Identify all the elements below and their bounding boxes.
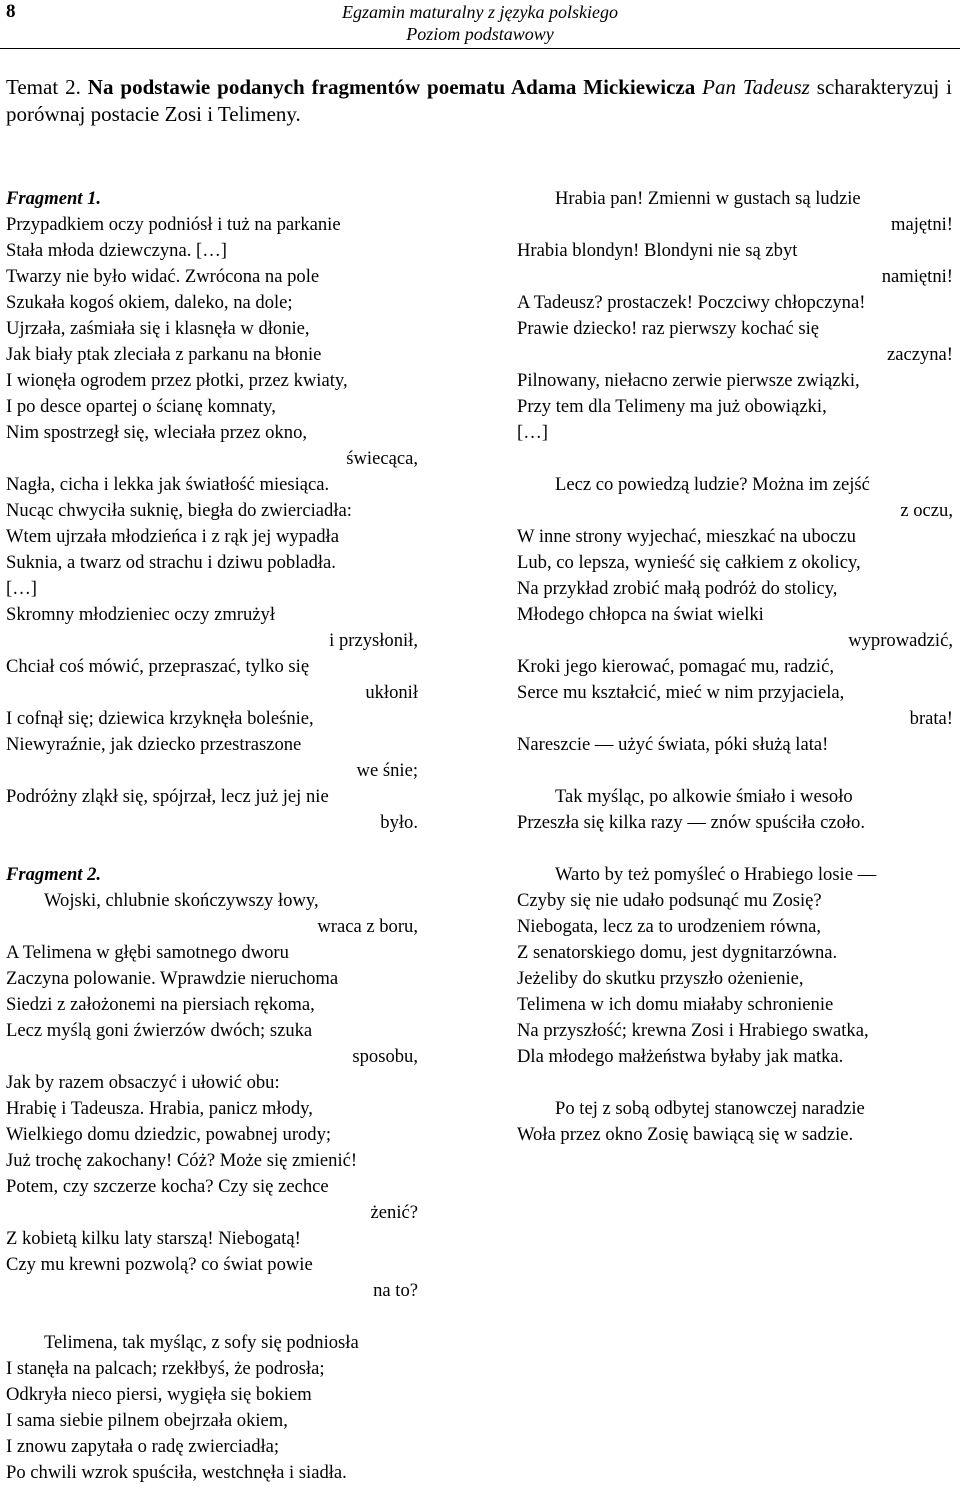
verse-line: Niewyraźnie, jak dziecko przestraszone xyxy=(6,734,302,755)
verse-line: Lub, co lepsza, wynieść się całkiem z okolicy, xyxy=(517,552,861,573)
verse-line: Suknia, a twarz od strachu i dziwu pobladła. xyxy=(6,552,336,573)
verse-line: ukłonił xyxy=(365,682,418,703)
verse-line: namiętni! xyxy=(881,266,953,287)
verse-line: Wojski, chlubnie skończywszy łowy, xyxy=(44,890,319,911)
verse-line: Podróżny zląkł się, spójrzał, lecz już jej nie xyxy=(6,786,329,807)
spacer xyxy=(6,836,418,862)
verse-line: Prawie dziecko! raz pierwszy kochać się xyxy=(517,318,820,339)
stanza-gap xyxy=(517,446,953,472)
verse-line: Twarzy nie było widać. Zwrócona na pole xyxy=(6,266,320,287)
verse-line: Jak by razem obsaczyć i ułowić obu: xyxy=(6,1072,280,1093)
verse-line: Wielkiego domu dziedzic, powabnej urody; xyxy=(6,1124,332,1145)
verse-line: Pilnowany, niełacno zerwie pierwsze związki, xyxy=(517,370,860,391)
stanza-gap xyxy=(517,1070,953,1096)
exam-level: Poziom podstawowy xyxy=(406,24,554,44)
stanza-gap xyxy=(517,758,953,784)
verse-line: I wionęła ogrodem przez płotki, przez kwiaty, xyxy=(6,370,348,391)
verse-line: we śnie; xyxy=(356,760,418,781)
verse-line: z oczu, xyxy=(900,500,953,521)
verse-line: żenić? xyxy=(370,1202,418,1223)
verse-line: Telimena w ich domu miałaby schronienie xyxy=(517,994,834,1015)
verse-line: Dla młodego małżeństwa byłaby jak matka. xyxy=(517,1046,844,1067)
verse-line: Lecz myślą goni źwierzów dwóch; szuka xyxy=(6,1020,313,1041)
verse-line: zaczyna! xyxy=(886,344,953,365)
verse-line: Przy tem dla Telimeny ma już obowiązki, xyxy=(517,396,827,417)
verse-line: Na przykład zrobić małą podróż do stolicy, xyxy=(517,578,838,599)
verse-line: Przeszła się kilka razy — znów spuściła czoło. xyxy=(517,812,865,833)
verse-line: Już trochę zakochany! Cóż? Może się zmienić! xyxy=(6,1150,358,1171)
page-header xyxy=(0,0,960,48)
verse-line: A Tadeusz? prostaczek! Poczciwy chłopczyna! xyxy=(517,292,866,313)
page-number: 8 xyxy=(6,1,16,22)
verse-line: Telimena, tak myśląc, z sofy się podniosła xyxy=(44,1332,359,1353)
verse-line: Nucąc chwyciła suknię, biegła do zwierciadła: xyxy=(6,500,352,521)
verse-line: brata! xyxy=(909,708,953,729)
exam-title: Egzamin maturalny z języka polskiego xyxy=(342,2,618,22)
verse-line: Serce mu kształcić, mieć w nim przyjaciela, xyxy=(517,682,845,703)
verse-line: Z senatorskiego domu, jest dygnitarzówna. xyxy=(517,942,838,963)
verse-line: Potem, czy szczerze kocha? Czy się zechce xyxy=(6,1176,329,1197)
topic-text-before: Na podstawie podanych fragmentów poematu Adama Mickiewicza xyxy=(80,75,703,99)
topic-text-after: scharakteryzuj i porównaj postacie Zosi i Telimeny. xyxy=(6,75,952,126)
verse-line: Siedzi z założonemi na piersiach rękoma, xyxy=(6,994,315,1015)
verse-line: Stała młoda dziewczyna. […] xyxy=(6,240,227,261)
fragment-1-title: Fragment 1. xyxy=(6,188,102,209)
verse-line: Skromny młodzieniec oczy zmrużył xyxy=(6,604,276,625)
stanza-gap xyxy=(6,1304,418,1330)
verse-line: Wtem ujrzała młodzieńca i z rąk jej wypadła xyxy=(6,526,339,547)
verse-line: I cofnął się; dziewica krzyknęła boleśnie, xyxy=(6,708,314,729)
verse-line: sposobu, xyxy=(352,1046,418,1067)
fragment-2-title: Fragment 2. xyxy=(6,864,102,885)
verse-line: Hrabię i Tadeusza. Hrabia, panicz młody, xyxy=(6,1098,313,1119)
verse-line: Chciał coś mówić, przepraszać, tylko się xyxy=(6,656,310,677)
verse-line: Zaczyna polowanie. Wprawdzie nieruchoma xyxy=(6,968,339,989)
verse-line: I sama siebie pilnem obejrzała okiem, xyxy=(6,1410,288,1431)
verse-line: i przysłonił, xyxy=(329,630,418,651)
header-divider xyxy=(0,48,960,49)
verse-line: Niebogata, lecz za to urodzeniem równa, xyxy=(517,916,822,937)
verse-line: wraca z boru, xyxy=(317,916,418,937)
topic-work-title: Pan Tadeusz xyxy=(702,75,810,99)
verse-line: Młodego chłopca na świat wielki xyxy=(517,604,764,625)
verse-line: W inne strony wyjechać, mieszkać na uboczu xyxy=(517,526,856,547)
verse-line: Tak myśląc, po alkowie śmiało i wesoło xyxy=(555,786,853,807)
stanza-gap xyxy=(517,836,953,862)
verse-line: Ujrzała, zaśmiała się i klasnęła w dłonie, xyxy=(6,318,310,339)
verse-line: Z kobietą kilku laty starszą! Niebogatą! xyxy=(6,1228,301,1249)
verse-line: I znowu zapytała o radę zwierciadła; xyxy=(6,1436,280,1457)
verse-line: Jak biały ptak zleciała z parkanu na błonie xyxy=(6,344,322,365)
verse-line: Hrabia blondyn! Blondyni nie są zbyt xyxy=(517,240,798,261)
verse-line: Woła przez okno Zosię bawiącą się w sadzie. xyxy=(517,1124,854,1145)
verse-line: […] xyxy=(517,422,548,443)
verse-line: Po tej z sobą odbytej stanowczej naradzie xyxy=(555,1098,865,1119)
verse-line: Jeżeliby do skutku przyszło ożenienie, xyxy=(517,968,804,989)
topic-prefix: Temat 2. xyxy=(6,75,81,99)
verse-line: Hrabia pan! Zmienni w gustach są ludzie xyxy=(555,188,861,209)
verse-line: Lecz co powiedzą ludzie? Można im zejść xyxy=(555,474,870,495)
verse-line: Na przyszłość; krewna Zosi i Hrabiego swatka, xyxy=(517,1020,869,1041)
verse-line: A Telimena w głębi samotnego dworu xyxy=(6,942,289,963)
left-column xyxy=(6,186,418,1486)
verse-line: Odkryła nieco piersi, wygięła się bokiem xyxy=(6,1384,312,1405)
verse-line: na to? xyxy=(373,1280,418,1301)
verse-line: Nagła, cicha i lekka jak światłość miesiąca. xyxy=(6,474,330,495)
verse-line: Kroki jego kierować, pomagać mu, radzić, xyxy=(517,656,835,677)
right-column xyxy=(517,186,953,1148)
verse-line: […] xyxy=(6,578,37,599)
verse-line: Czyby się nie udało podsunąć mu Zosię? xyxy=(517,890,822,911)
verse-line: Szukała kogoś okiem, daleko, na dole; xyxy=(6,292,293,313)
verse-line: I stanęła na palcach; rzekłbyś, że podrosła; xyxy=(6,1358,325,1379)
verse-line: Czy mu krewni pozwolą? co świat powie xyxy=(6,1254,313,1275)
verse-line: było. xyxy=(380,812,418,833)
verse-line: Nim spostrzegł się, wleciała przez okno, xyxy=(6,422,308,443)
verse-line: wyprowadzić, xyxy=(848,630,953,651)
verse-line: majętni! xyxy=(891,214,953,235)
verse-line: Przypadkiem oczy podniósł i tuż na parkanie xyxy=(6,214,341,235)
verse-line: Warto by też pomyśleć o Hrabiego losie — xyxy=(555,864,877,885)
verse-line: I po desce opartej o ścianę komnaty, xyxy=(6,396,276,417)
verse-line: Nareszcie — użyć świata, póki służą lata! xyxy=(517,734,829,755)
verse-line: świecąca, xyxy=(346,448,418,469)
fragment-1-text xyxy=(6,212,418,836)
topic-statement xyxy=(6,74,952,128)
fragment-2-text-left xyxy=(6,888,418,1486)
fragment-2-text-right xyxy=(517,186,953,1148)
verse-line: Po chwili wzrok spuściła, westchnęła i siadła. xyxy=(6,1462,347,1483)
